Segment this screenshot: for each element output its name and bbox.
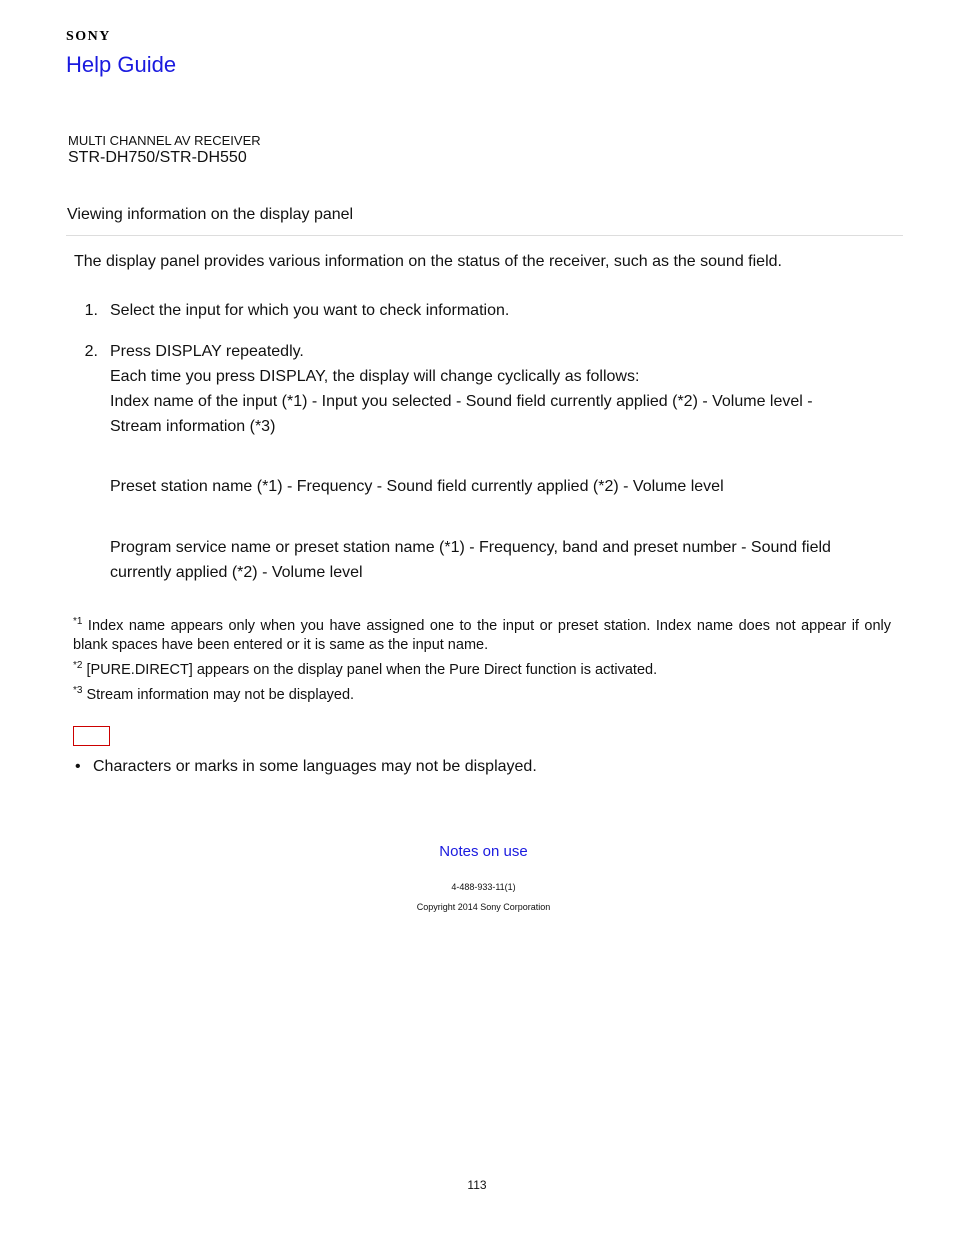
footnote-mark: *1 — [73, 616, 83, 627]
step-body — [110, 339, 870, 585]
sony-logo: SONY — [66, 29, 111, 44]
sequence-line: Stream information (*3) — [110, 418, 276, 435]
step-1 — [74, 298, 894, 324]
footnote-mark: *3 — [73, 685, 83, 696]
sequence-line: currently applied (*2) - Volume level — [110, 564, 363, 581]
step-2 — [74, 339, 894, 589]
display-sequence-preset: Preset station name (*1) - Frequency - Sound field currently applied (*2) - Volume level — [110, 478, 724, 495]
page-number: 113 — [467, 1178, 487, 1192]
step-number: 1. — [84, 302, 98, 319]
footnote-text: Stream information may not be displayed. — [86, 687, 355, 703]
footnote-mark: *2 — [73, 660, 83, 671]
document-number: 4-488-933-11(1) — [451, 882, 516, 892]
step-description: Each time you press DISPLAY, the display will change cyclically as follows: — [110, 368, 640, 385]
notes-on-use-link[interactable]: Notes on use — [439, 843, 528, 860]
title-divider — [66, 235, 903, 236]
bullet-icon: • — [75, 758, 81, 775]
step-number: 2. — [84, 343, 98, 360]
footnote-text: [PURE.DIRECT] appears on the display panel when the Pure Direct function is activated. — [86, 662, 658, 678]
footnote-text: Index name appears only when you have assigned one to the input or preset station. Index name does not appear if only blank spaces have been entered or it is same as the input name. — [73, 618, 891, 653]
sequence-line: Index name of the input (*1) - Input you selected - Sound field currently applied (*2) - Volume level - — [110, 393, 813, 410]
note-label-box — [73, 726, 110, 746]
display-sequence-rds — [110, 535, 870, 585]
step-text: Select the input for which you want to check information. — [110, 302, 510, 319]
model-name: STR-DH750/STR-DH550 — [68, 149, 247, 166]
intro-text: The display panel provides various information on the status of the receiver, such as the sound field. — [74, 253, 782, 270]
display-sequence-input — [110, 389, 870, 439]
sequence-line: Program service name or preset station name (*1) - Frequency, band and preset number - Sound field — [110, 539, 831, 556]
footnote-2 — [73, 661, 891, 680]
footnote-3 — [73, 686, 891, 705]
product-category: MULTI CHANNEL AV RECEIVER — [68, 133, 261, 148]
copyright: Copyright 2014 Sony Corporation — [416, 902, 551, 912]
page-title: Viewing information on the display panel — [67, 206, 354, 223]
help-guide-link[interactable]: Help Guide — [66, 52, 177, 77]
note-text: Characters or marks in some languages may not be displayed. — [93, 758, 537, 775]
step-instruction: Press DISPLAY repeatedly. — [110, 343, 304, 360]
footnote-1 — [73, 617, 891, 655]
